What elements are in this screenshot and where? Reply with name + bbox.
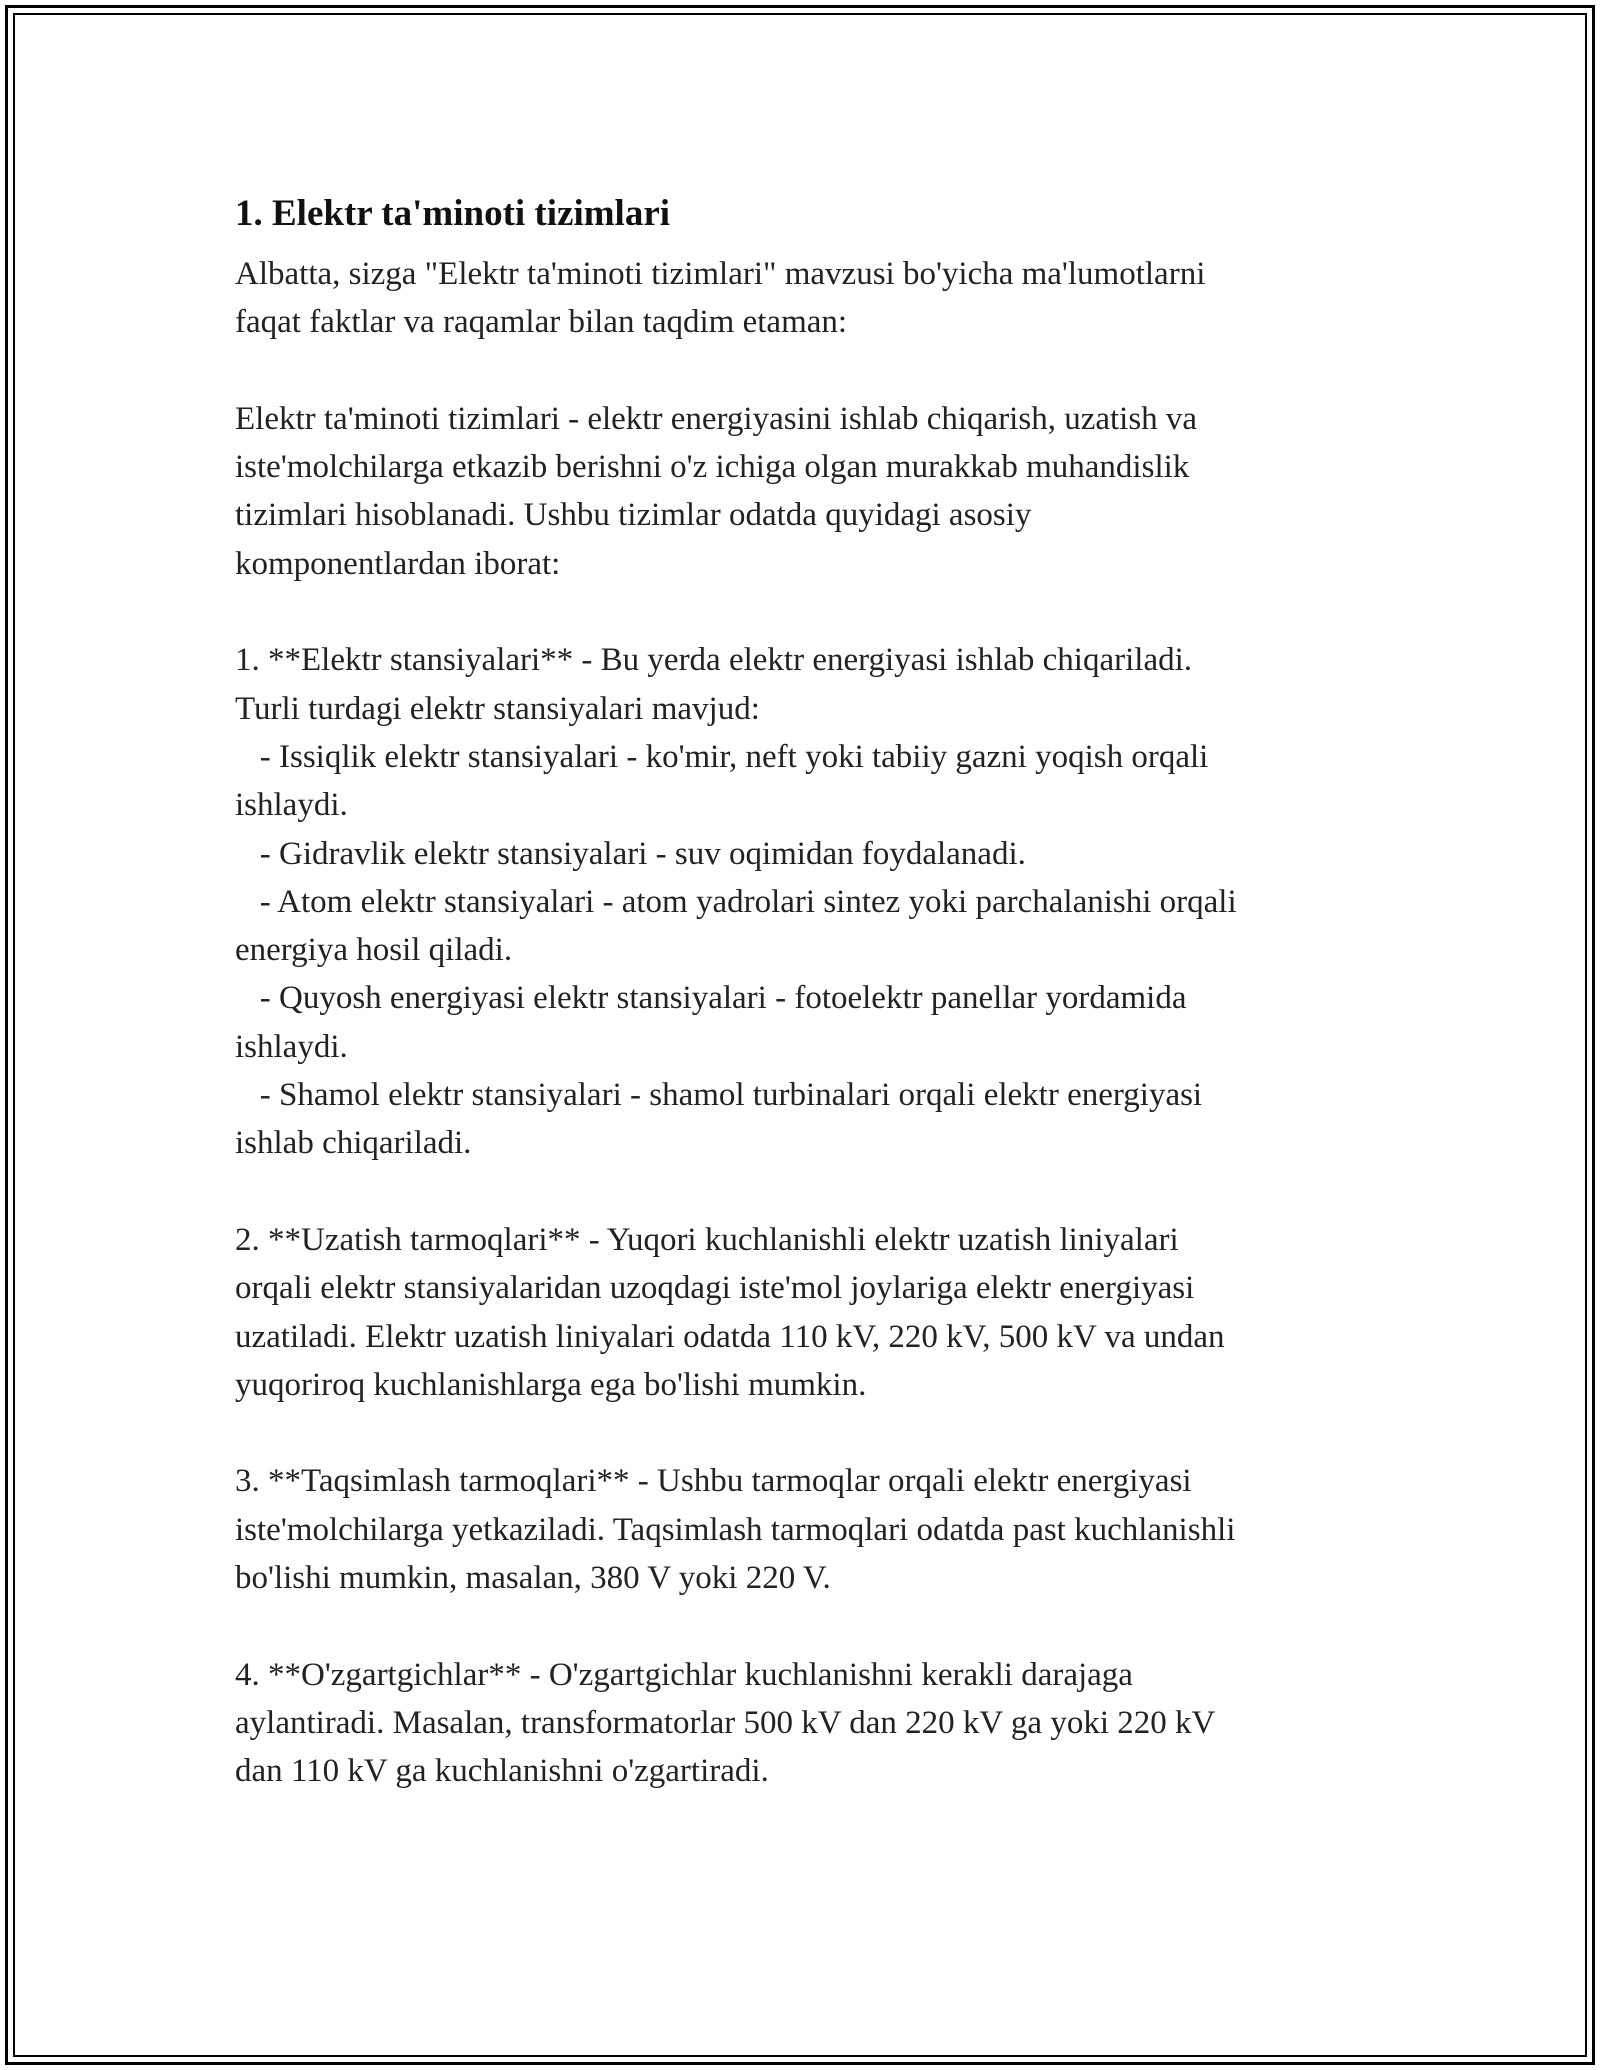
transmission-networks-section: 2. **Uzatish tarmoqlari** - Yuqori kuchlanishli elektr uzatish liniyalari orqali elektr stansiyalaridan uzoqdagi iste'mol joylariga elektr energiyasi uzatiladi. Elektr uzatish liniyalari odatda 110 kV, 220 kV, 500 kV va undan yuqoriroq kuchlanishlarga ega bo'lishi mumkin. <box>235 1221 1225 1403</box>
power-stations-section: 1. **Elektr stansiyalari** - Bu yerda elektr energiyasi ishlab chiqariladi. Turli turdagi elektr stansiyalari mavjud: - Issiqlik elektr stansiyalari - ko'mir, neft yoki tabiiy gazni yoqish orqali ishlaydi. - Gidravlik elektr stansiyalari - suv oqimidan foydalanadi. - Atom elektr stansiyalari - atom yadrolari sintez yoki parchalanishi orqali energiya hosil qiladi. - Quyosh energiyasi elektr stansiyalari - fotoelektr panellar yordamida ishlaydi. - Shamol elektr stansiyalari - shamol turbinalari orqali elektr energiyasi ishlab chiqariladi. <box>235 642 1237 1162</box>
definition-paragraph: Elektr ta'minoti tizimlari - elektr energiyasini ishlab chiqarish, uzatish va iste'molchilarga etkazib berishni o'z ichiga olgan murakkab muhandislik tizimlari hisoblanadi. Ushbu tizimlar odatda quyidagi asosiy komponentlardan iborat: <box>235 400 1198 582</box>
converters-section: 4. **O'zgartgichlar** - O'zgartgichlar kuchlanishni kerakli darajaga aylantiradi. Masalan, transformatorlar 500 kV dan 220 kV ga yoki 220 kV dan 110 kV ga kuchlanishni o'zgartiradi. <box>235 1656 1216 1790</box>
document-body <box>235 184 1365 1796</box>
page-title: 1. Elektr ta'minoti tizimlari <box>235 193 671 234</box>
distribution-networks-section: 3. **Taqsimlash tarmoqlari** - Ushbu tarmoqlar orqali elektr energiyasi iste'molchilarga yetkaziladi. Taqsimlash tarmoqlari odatda past kuchlanishli bo'lishi mumkin, masalan, 380 V yoki 220 V. <box>235 1463 1236 1597</box>
intro-paragraph: Albatta, sizga "Elektr ta'minoti tizimlari" mavzusi bo'yicha ma'lumotlarni faqat faktlar va raqamlar bilan taqdim etaman: <box>235 256 1206 341</box>
